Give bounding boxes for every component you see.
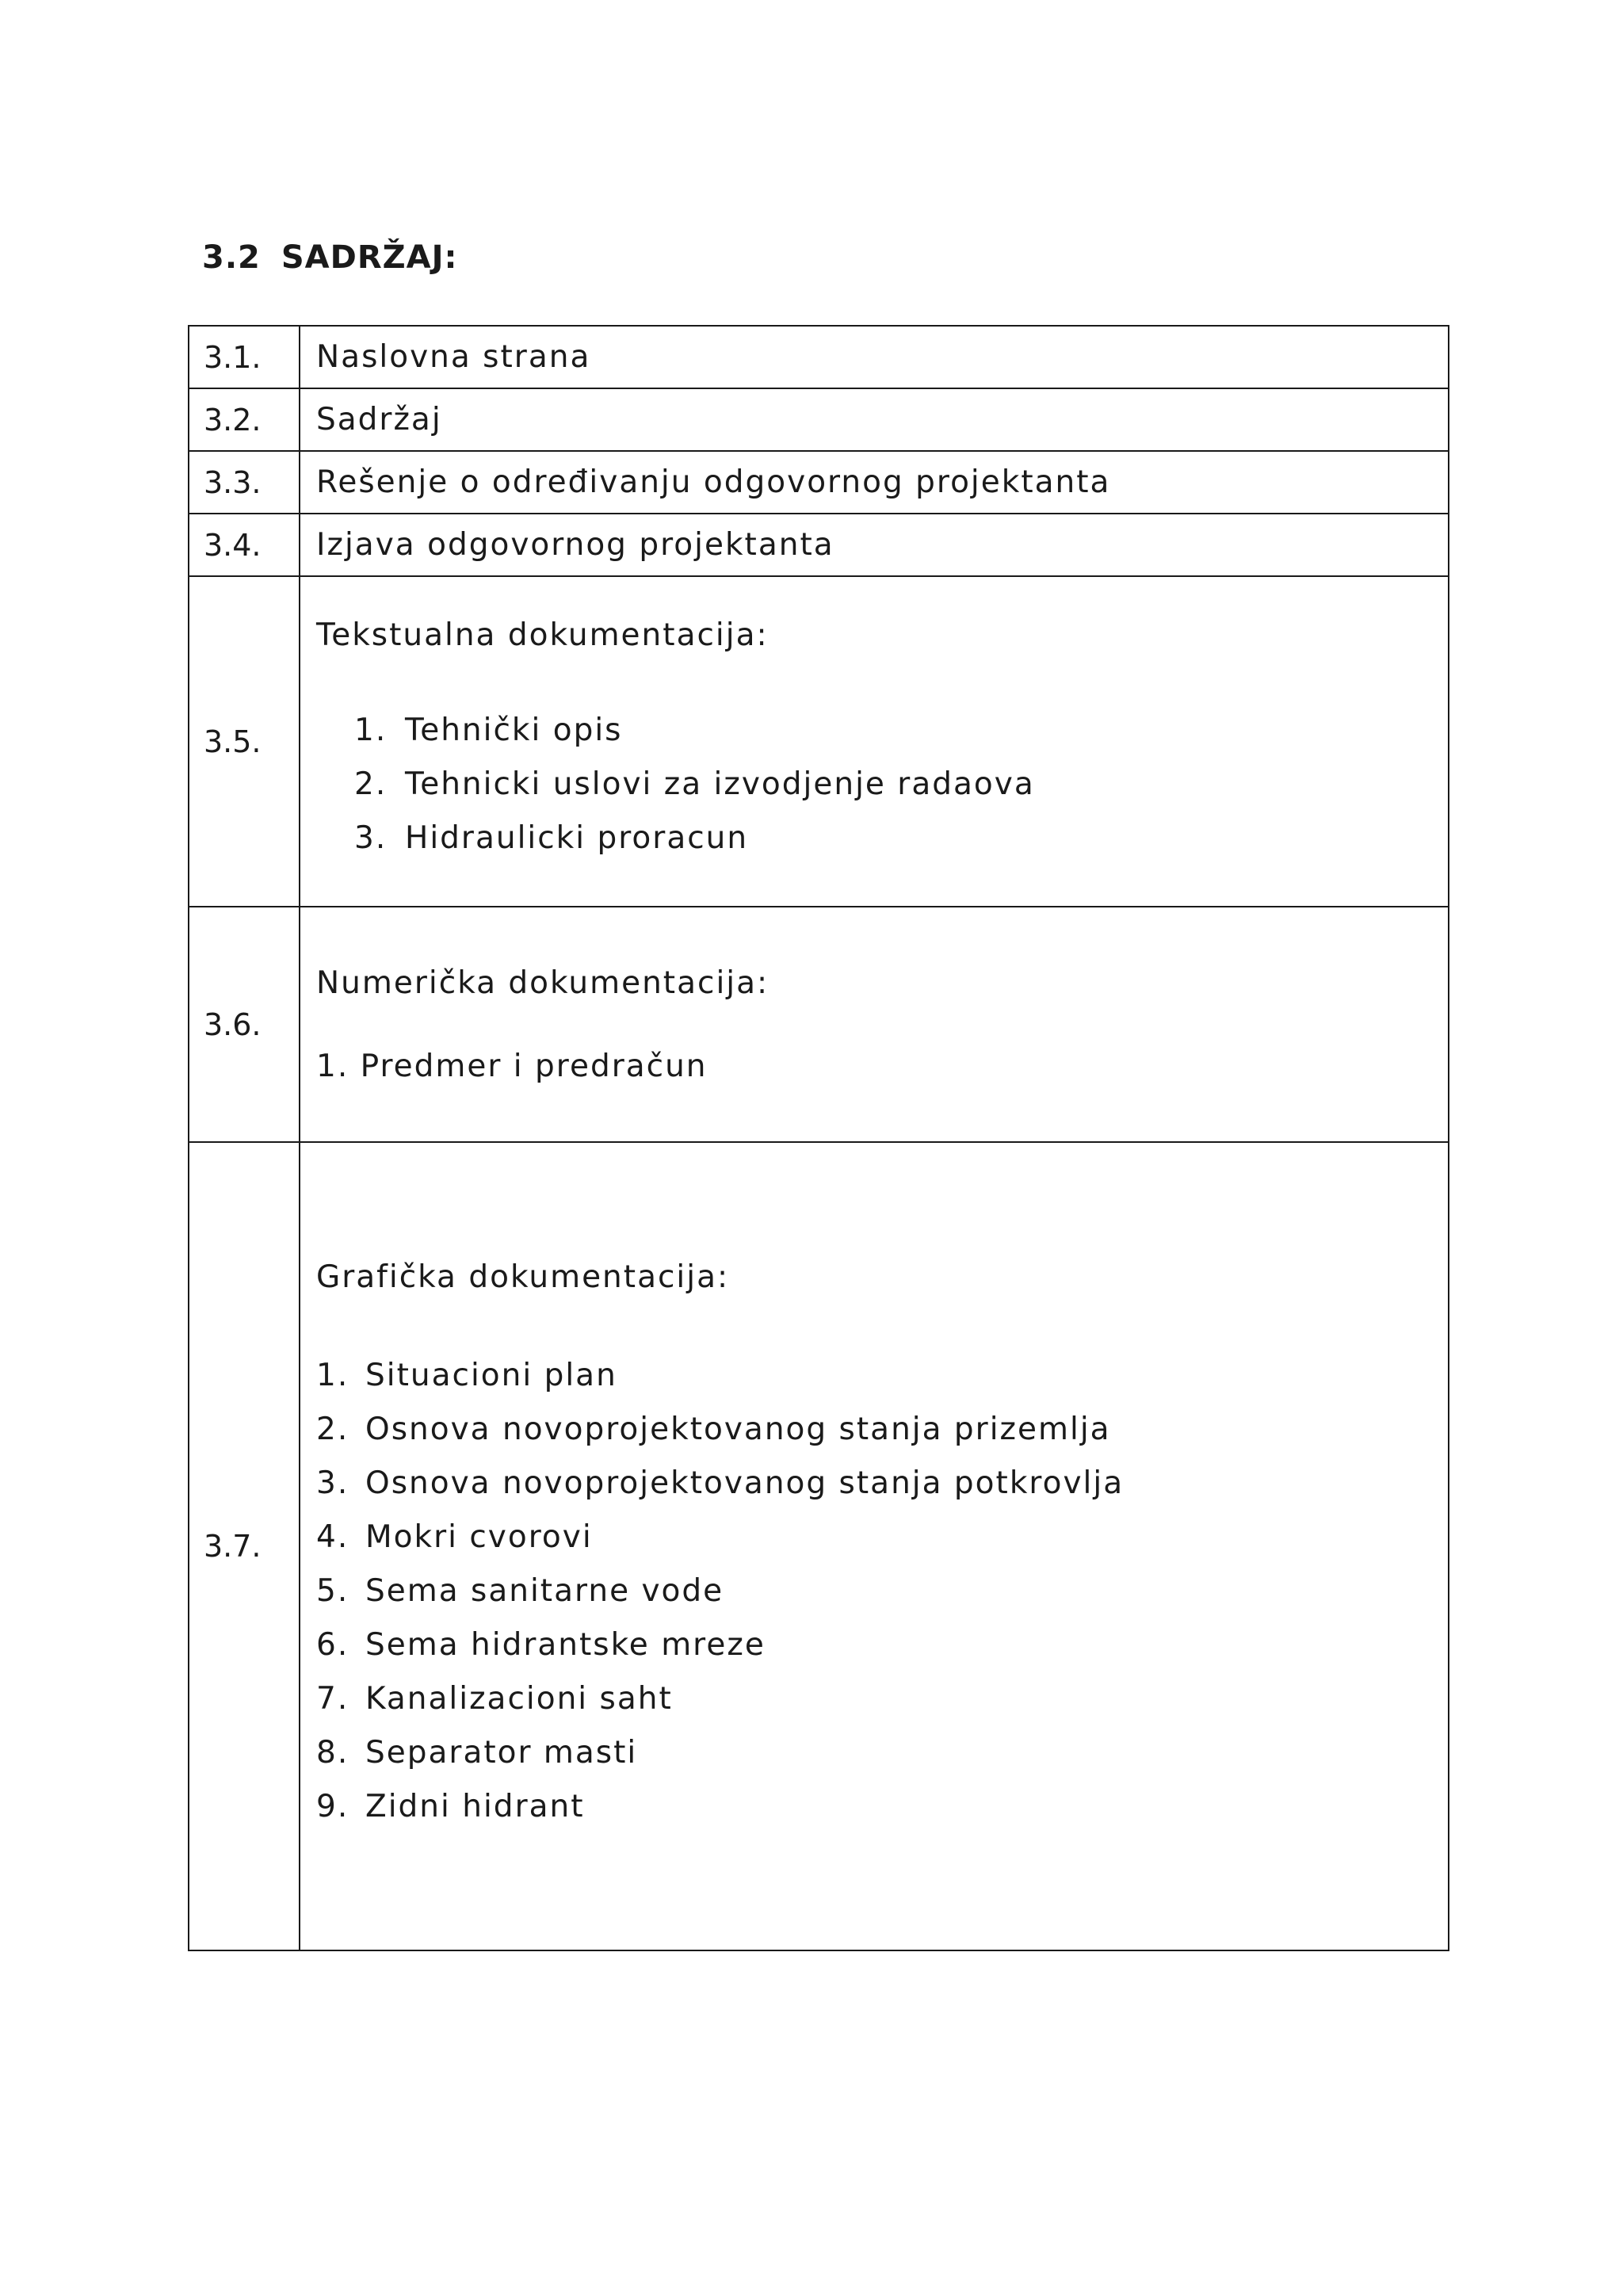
list-item-number: 2. xyxy=(316,1411,349,1447)
row-text: Izjava odgovornog projektanta xyxy=(300,514,1449,576)
row-number: 3.1. xyxy=(189,326,300,388)
list-item-number: 4. xyxy=(316,1519,349,1555)
list-item-number: 1. xyxy=(316,1357,349,1393)
block-title: Grafička dokumentacija: xyxy=(316,1259,730,1295)
list-item-text: Situacioni plan xyxy=(365,1357,617,1393)
list-item xyxy=(354,758,1448,812)
row-number: 3.2. xyxy=(189,388,300,451)
numeric-docs-cell xyxy=(300,907,1449,1142)
list-item xyxy=(316,1349,1448,1403)
list-item-text: Predmer i predračun xyxy=(360,1048,708,1084)
table-row-textual-docs xyxy=(189,576,1449,907)
row-number: 3.5. xyxy=(189,576,300,907)
list-item-text: Zidni hidrant xyxy=(365,1788,585,1824)
list-item-number: 8. xyxy=(316,1734,349,1771)
list-item-number: 1. xyxy=(316,1048,349,1084)
table-row xyxy=(189,514,1449,576)
textual-docs-cell xyxy=(300,576,1449,907)
list-item xyxy=(316,1049,1448,1084)
section-heading xyxy=(202,239,457,276)
row-number: 3.3. xyxy=(189,451,300,514)
list-item-text: Osnova novoprojektovanog stanja potkrovlja xyxy=(365,1465,1125,1501)
list-item-number: 6. xyxy=(316,1626,349,1663)
list-item-number: 7. xyxy=(316,1680,349,1717)
contents-table xyxy=(188,325,1449,1951)
list-item-text: Kanalizacioni saht xyxy=(365,1680,673,1717)
list-item-number: 3. xyxy=(354,820,388,856)
block-title: Tekstualna dokumentacija: xyxy=(316,617,769,653)
row-text: Sadržaj xyxy=(300,388,1449,451)
list-item-number: 3. xyxy=(316,1465,349,1501)
list-item xyxy=(316,1618,1448,1672)
table-row xyxy=(189,451,1449,514)
list-item-text: Sema sanitarne vode xyxy=(365,1572,724,1609)
list-item-number: 5. xyxy=(316,1572,349,1609)
row-text: Naslovna strana xyxy=(300,326,1449,388)
list-item xyxy=(316,1672,1448,1726)
list-item-number: 1. xyxy=(354,712,388,748)
list-item xyxy=(316,1403,1448,1457)
table-row xyxy=(189,326,1449,388)
list-item xyxy=(316,1457,1448,1511)
table-row-graphic-docs xyxy=(189,1142,1449,1950)
list-item-text: Sema hidrantske mreze xyxy=(365,1626,766,1663)
row-number: 3.4. xyxy=(189,514,300,576)
textual-docs-list xyxy=(316,704,1448,865)
list-item xyxy=(354,812,1448,865)
graphic-docs-list xyxy=(316,1349,1448,1834)
row-number: 3.6. xyxy=(189,907,300,1142)
list-item-number: 9. xyxy=(316,1788,349,1824)
list-item-text: Hidraulicki proracun xyxy=(405,820,749,856)
section-heading-number: 3.2 xyxy=(202,239,261,276)
list-item-text: Tehnički opis xyxy=(405,712,623,748)
list-item-number: 2. xyxy=(354,766,388,802)
block-title: Numerička dokumentacija: xyxy=(316,965,769,1001)
list-item xyxy=(316,1511,1448,1564)
list-item-text: Tehnicki uslovi za izvodjenje radaova xyxy=(405,766,1035,802)
list-item xyxy=(354,704,1448,758)
section-heading-title: SADRŽAJ: xyxy=(281,239,458,276)
list-item-text: Osnova novoprojektovanog stanja prizemlja xyxy=(365,1411,1111,1447)
list-item-text: Separator masti xyxy=(365,1734,638,1771)
graphic-docs-cell xyxy=(300,1142,1449,1950)
row-number: 3.7. xyxy=(189,1142,300,1950)
list-item-text: Mokri cvorovi xyxy=(365,1519,593,1555)
list-item xyxy=(316,1780,1448,1834)
table-row-numeric-docs xyxy=(189,907,1449,1142)
list-item xyxy=(316,1726,1448,1780)
list-item xyxy=(316,1564,1448,1618)
table-row xyxy=(189,388,1449,451)
row-text: Rešenje o određivanju odgovornog projektanta xyxy=(300,451,1449,514)
